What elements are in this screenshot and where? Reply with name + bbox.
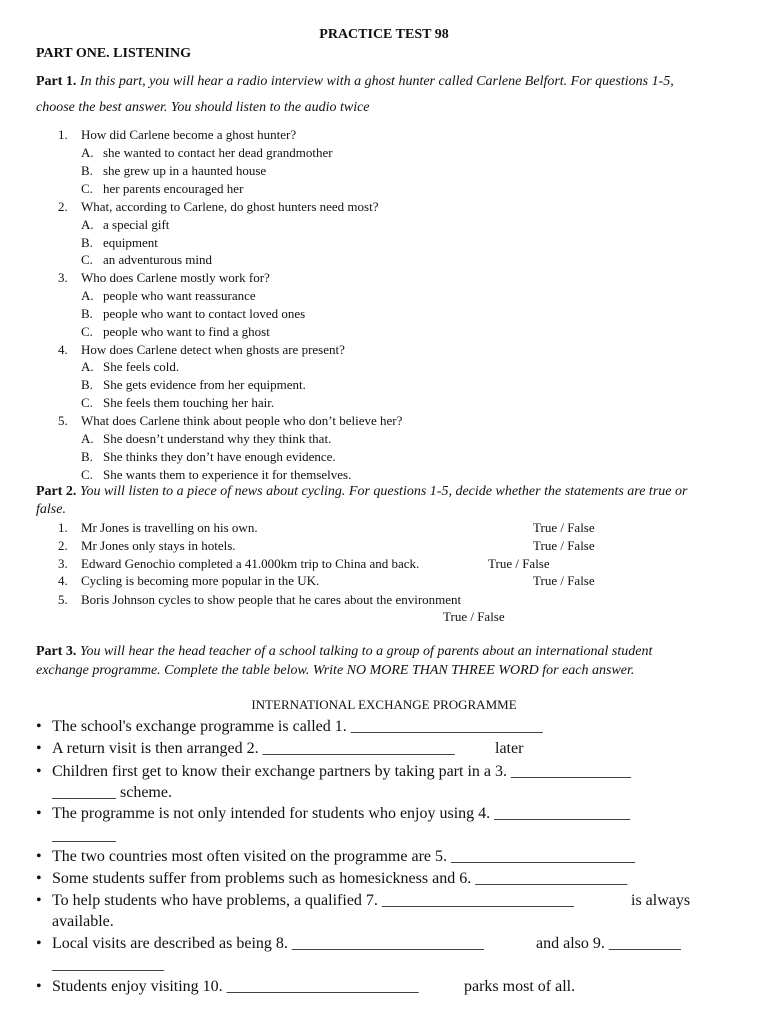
option-letter: C. — [81, 467, 93, 482]
gap-item-9: and also 9. _________ — [536, 935, 681, 952]
option-text: equipment — [103, 235, 158, 250]
statement-text: Boris Johnson cycles to show people that he cares about the environment — [81, 592, 462, 607]
option-text: people who want to contact loved ones — [103, 306, 306, 321]
gap-item-1: The school's exchange programme is called 1. ________________________ — [52, 718, 543, 735]
option-letter: A. — [81, 217, 94, 232]
option-text: an adventurous mind — [103, 252, 213, 267]
statement-text: Mr Jones only stays in hotels. — [81, 538, 236, 553]
question-text: Who does Carlene mostly work for? — [81, 270, 270, 285]
option-letter: A. — [81, 431, 94, 446]
gap-item-2: A return visit is then arranged 2. ________________________ — [52, 740, 455, 757]
true-false-choice[interactable]: True / False — [443, 609, 505, 624]
option-text: She wants them to experience it for themselves. — [103, 467, 352, 482]
true-false-choice[interactable]: True / False — [488, 556, 550, 571]
gap-item-3: Children first get to know their exchange partners by taking part in a 3. _______________ — [52, 763, 631, 780]
gap-item-7-cont: available. — [52, 913, 114, 930]
option-letter: B. — [81, 449, 93, 464]
true-false-choice[interactable]: True / False — [533, 538, 595, 553]
question-text: How does Carlene detect when ghosts are present? — [81, 342, 345, 357]
table-title: INTERNATIONAL EXCHANGE PROGRAMME — [251, 697, 517, 712]
gap-item-4-cont: ________ — [52, 827, 116, 844]
question-number: 2. — [58, 199, 68, 214]
bullet: • — [36, 870, 42, 887]
option-text: She thinks they don’t have enough evidence. — [103, 449, 336, 464]
option-text: She feels them touching her hair. — [103, 395, 275, 410]
option-letter: B. — [81, 163, 93, 178]
gap-item-2-tail: later — [495, 740, 524, 757]
bullet: • — [36, 935, 42, 952]
question-number: 4. — [58, 342, 68, 357]
option-text: a special gift — [103, 217, 170, 232]
gap-item-4: The programme is not only intended for students who enjoy using 4. _________________ — [52, 805, 631, 822]
gap-item-3-cont: ________ scheme. — [52, 784, 172, 801]
question-text: What, according to Carlene, do ghost hunters need most? — [81, 199, 379, 214]
statement-number: 5. — [58, 592, 68, 607]
part1-instruction — [36, 74, 674, 90]
bullet: • — [36, 718, 42, 735]
statement-text: Edward Genochio completed a 41.000km trip to China and back. — [81, 556, 420, 571]
part3-instruction-line2: exchange programme. Complete the table below. Write NO MORE THAN THREE WORD for each answer. — [36, 663, 635, 678]
option-letter: B. — [81, 377, 93, 392]
part1-instruction-line1: In this part, you will hear a radio interview with a ghost hunter called Carlene Belfort. For questions 1-5, — [79, 74, 674, 89]
part1-label: Part 1. — [36, 74, 77, 89]
option-letter: B. — [81, 235, 93, 250]
statement-number: 4. — [58, 573, 68, 588]
gap-item-10-tail: parks most of all. — [464, 978, 576, 995]
question-number: 5. — [58, 413, 68, 428]
bullet: • — [36, 763, 42, 780]
question-text: What does Carlene think about people who don’t believe her? — [81, 413, 403, 428]
bullet: • — [36, 740, 42, 757]
part2-instruction-line1: You will listen to a piece of news about cycling. For questions 1-5, decide whether the statements are true or — [79, 484, 688, 499]
gap-item-7: To help students who have problems, a qualified 7. ________________________ — [52, 892, 574, 909]
question-text: How did Carlene become a ghost hunter? — [81, 127, 297, 142]
option-text: people who want to find a ghost — [103, 324, 270, 339]
option-letter: A. — [81, 145, 94, 160]
statement-text: Cycling is becoming more popular in the UK. — [81, 573, 320, 588]
option-text: she grew up in a haunted house — [103, 163, 267, 178]
option-letter: C. — [81, 181, 93, 196]
statement-number: 3. — [58, 556, 68, 571]
option-letter: A. — [81, 288, 94, 303]
part1-instruction-line2: choose the best answer. You should listen to the audio twice — [36, 100, 370, 115]
statement-number: 2. — [58, 538, 68, 553]
gap-item-7-tail: is always — [631, 892, 691, 909]
gap-item-6: Some students suffer from problems such as homesickness and 6. ___________________ — [52, 870, 628, 887]
option-text: people who want reassurance — [103, 288, 256, 303]
option-text: She feels cold. — [103, 359, 180, 374]
gap-item-5: The two countries most often visited on the programme are 5. _______________________ — [52, 848, 636, 865]
part2-instruction-line2: false. — [36, 502, 66, 517]
bullet: • — [36, 848, 42, 865]
option-letter: A. — [81, 359, 94, 374]
bullet: • — [36, 978, 42, 995]
gap-item-9-cont: ______________ — [52, 956, 164, 973]
part2-label: Part 2. — [36, 484, 77, 499]
part3-instruction-line1: You will hear the head teacher of a school talking to a group of parents about an international student — [79, 644, 653, 659]
option-text: She gets evidence from her equipment. — [103, 377, 306, 392]
question-number: 1. — [58, 127, 68, 142]
statement-text: Mr Jones is travelling on his own. — [81, 520, 258, 535]
gap-item-10: Students enjoy visiting 10. ________________________ — [52, 978, 419, 995]
gap-item-8: Local visits are described as being 8. ________________________ — [52, 935, 484, 952]
part3-label: Part 3. — [36, 644, 77, 659]
option-letter: C. — [81, 252, 93, 267]
option-letter: C. — [81, 324, 93, 339]
bullet: • — [36, 805, 42, 822]
part-one-heading: PART ONE. LISTENING — [36, 46, 191, 61]
option-letter: C. — [81, 395, 93, 410]
true-false-choice[interactable]: True / False — [533, 573, 595, 588]
statement-number: 1. — [58, 520, 68, 535]
option-text: her parents encouraged her — [103, 181, 244, 196]
part2-instruction — [36, 484, 687, 500]
bullet: • — [36, 892, 42, 909]
option-text: She doesn’t understand why they think that. — [103, 431, 332, 446]
question-number: 3. — [58, 270, 68, 285]
page-title: PRACTICE TEST 98 — [319, 27, 449, 42]
option-text: she wanted to contact her dead grandmother — [103, 145, 333, 160]
option-letter: B. — [81, 306, 93, 321]
true-false-choice[interactable]: True / False — [533, 520, 595, 535]
part3-instruction — [36, 644, 652, 660]
